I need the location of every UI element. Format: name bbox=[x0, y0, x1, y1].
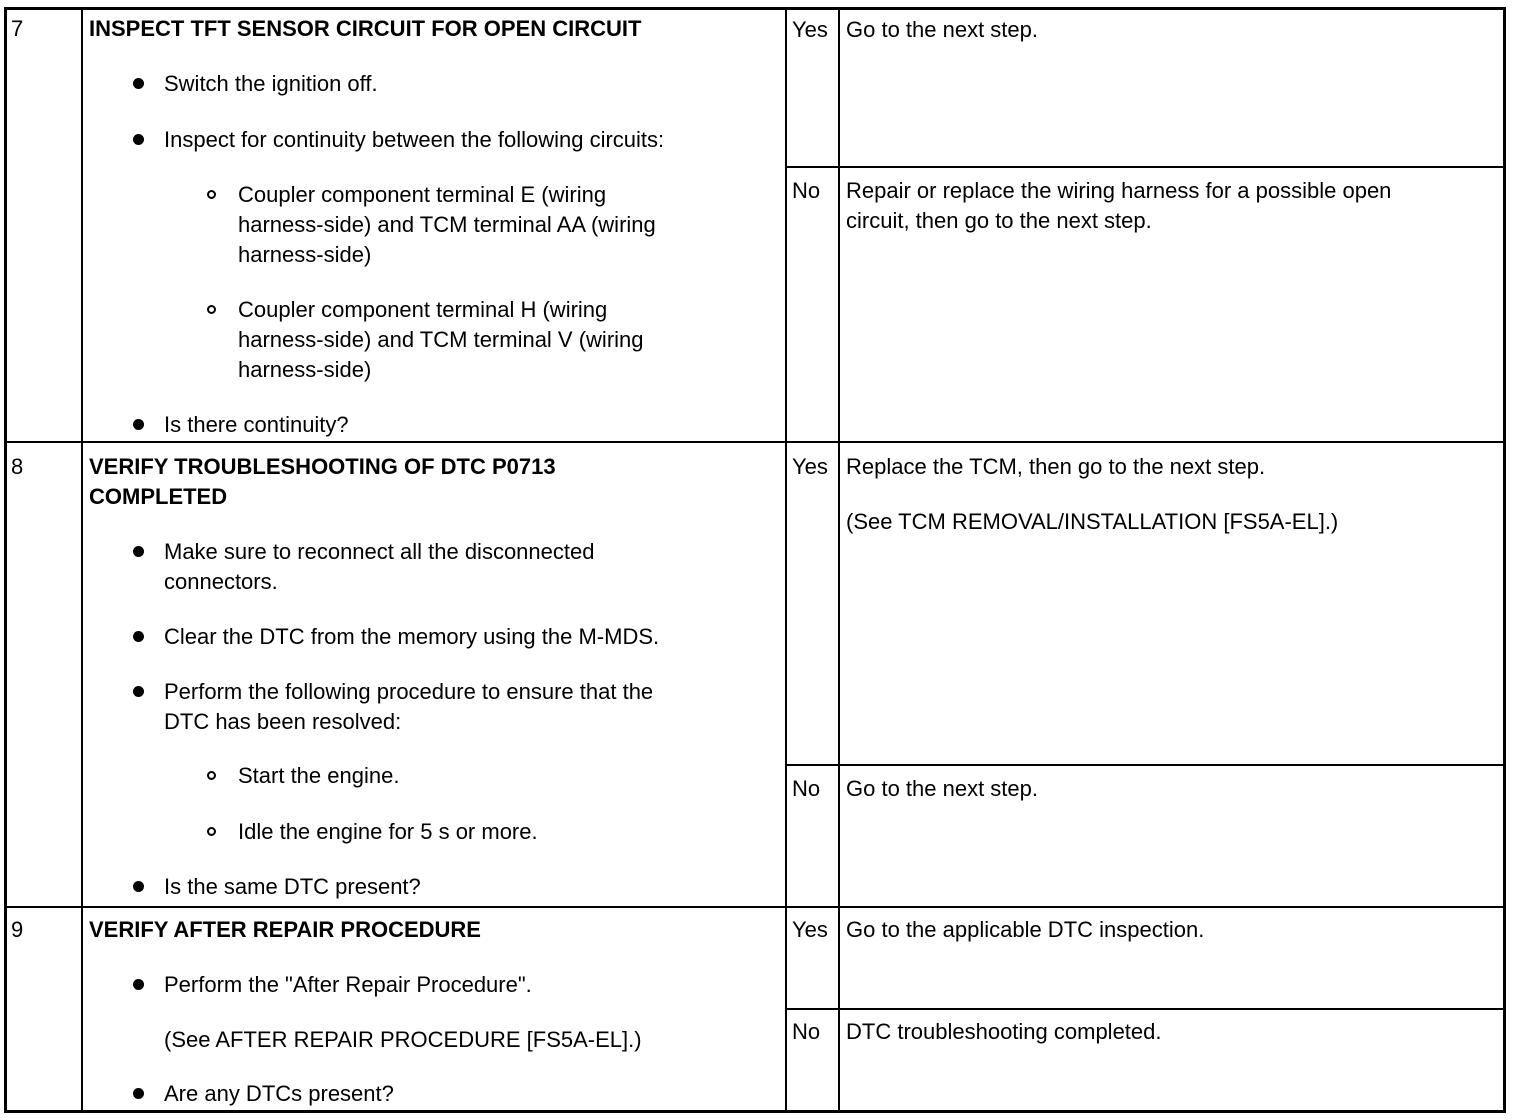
bullet-icon bbox=[133, 419, 144, 430]
column-divider bbox=[838, 7, 840, 1113]
step-question: Is there continuity? bbox=[164, 412, 349, 437]
bullet-icon bbox=[133, 134, 144, 145]
step-title: COMPLETED bbox=[89, 484, 228, 509]
column-divider bbox=[81, 7, 83, 1113]
step-instruction: Perform the "After Repair Procedure". bbox=[164, 972, 532, 997]
column-divider bbox=[785, 7, 787, 1113]
no-action: Go to the next step. bbox=[846, 776, 1039, 801]
sub-instruction-line: harness-side) bbox=[238, 242, 372, 267]
bullet-icon bbox=[133, 881, 144, 892]
step-title: VERIFY TROUBLESHOOTING OF DTC P0713 bbox=[89, 454, 556, 479]
sub-instruction-line: Coupler component terminal H (wiring bbox=[238, 297, 608, 322]
sub-instruction-line: Start the engine. bbox=[238, 763, 400, 788]
step-title: VERIFY AFTER REPAIR PROCEDURE bbox=[89, 917, 481, 942]
sub-bullet-icon bbox=[207, 827, 216, 836]
step-instruction: Clear the DTC from the memory using the M-MDS. bbox=[164, 624, 660, 649]
step-number: 7 bbox=[11, 16, 24, 41]
no-action-line: Repair or replace the wiring harness for a possible open bbox=[846, 178, 1392, 203]
sub-bullet-icon bbox=[207, 190, 216, 199]
yes-action: Go to the applicable DTC inspection. bbox=[846, 917, 1205, 942]
step-question: Are any DTCs present? bbox=[164, 1081, 394, 1106]
row-divider bbox=[4, 441, 1506, 443]
yes-no-divider bbox=[786, 764, 1506, 766]
no-action-line: circuit, then go to the next step. bbox=[846, 208, 1152, 233]
no-label: No bbox=[792, 776, 821, 801]
step-number: 8 bbox=[11, 454, 24, 479]
step-instruction: Make sure to reconnect all the disconnected bbox=[164, 539, 595, 564]
step-instruction: Perform the following procedure to ensure that the bbox=[164, 679, 654, 704]
bullet-icon bbox=[133, 546, 144, 557]
sub-instruction-line: Idle the engine for 5 s or more. bbox=[238, 819, 538, 844]
bullet-icon bbox=[133, 78, 144, 89]
yes-label: Yes bbox=[792, 454, 828, 479]
sub-bullet-icon bbox=[207, 771, 216, 780]
yes-action: Go to the next step. bbox=[846, 17, 1039, 42]
step-number: 9 bbox=[11, 917, 24, 942]
bullet-icon bbox=[133, 979, 144, 990]
step-question: Is the same DTC present? bbox=[164, 874, 421, 899]
yes-reference: (See TCM REMOVAL/INSTALLATION [FS5A-EL].) bbox=[846, 509, 1339, 534]
bullet-icon bbox=[133, 1088, 144, 1099]
sub-instruction-line: harness-side) and TCM terminal V (wiring bbox=[238, 327, 644, 352]
sub-instruction-line: Coupler component terminal E (wiring bbox=[238, 182, 607, 207]
sub-bullet-icon bbox=[207, 305, 216, 314]
no-label: No bbox=[792, 1019, 821, 1044]
yes-no-divider bbox=[786, 1008, 1506, 1010]
step-reference: (See AFTER REPAIR PROCEDURE [FS5A-EL].) bbox=[164, 1027, 642, 1052]
sub-instruction-line: harness-side) bbox=[238, 357, 372, 382]
bullet-icon bbox=[133, 631, 144, 642]
step-instruction: DTC has been resolved: bbox=[164, 709, 402, 734]
step-instruction: connectors. bbox=[164, 569, 278, 594]
bullet-icon bbox=[133, 686, 144, 697]
no-action: DTC troubleshooting completed. bbox=[846, 1019, 1162, 1044]
step-instruction: Inspect for continuity between the following circuits: bbox=[164, 127, 665, 152]
yes-label: Yes bbox=[792, 917, 828, 942]
step-instruction: Switch the ignition off. bbox=[164, 71, 378, 96]
no-label: No bbox=[792, 178, 821, 203]
yes-action: Replace the TCM, then go to the next step. bbox=[846, 454, 1266, 479]
yes-label: Yes bbox=[792, 17, 828, 42]
step-title: INSPECT TFT SENSOR CIRCUIT FOR OPEN CIRCUIT bbox=[89, 16, 642, 41]
row-divider bbox=[4, 906, 1506, 908]
sub-instruction-line: harness-side) and TCM terminal AA (wiring bbox=[238, 212, 656, 237]
yes-no-divider bbox=[786, 166, 1506, 168]
